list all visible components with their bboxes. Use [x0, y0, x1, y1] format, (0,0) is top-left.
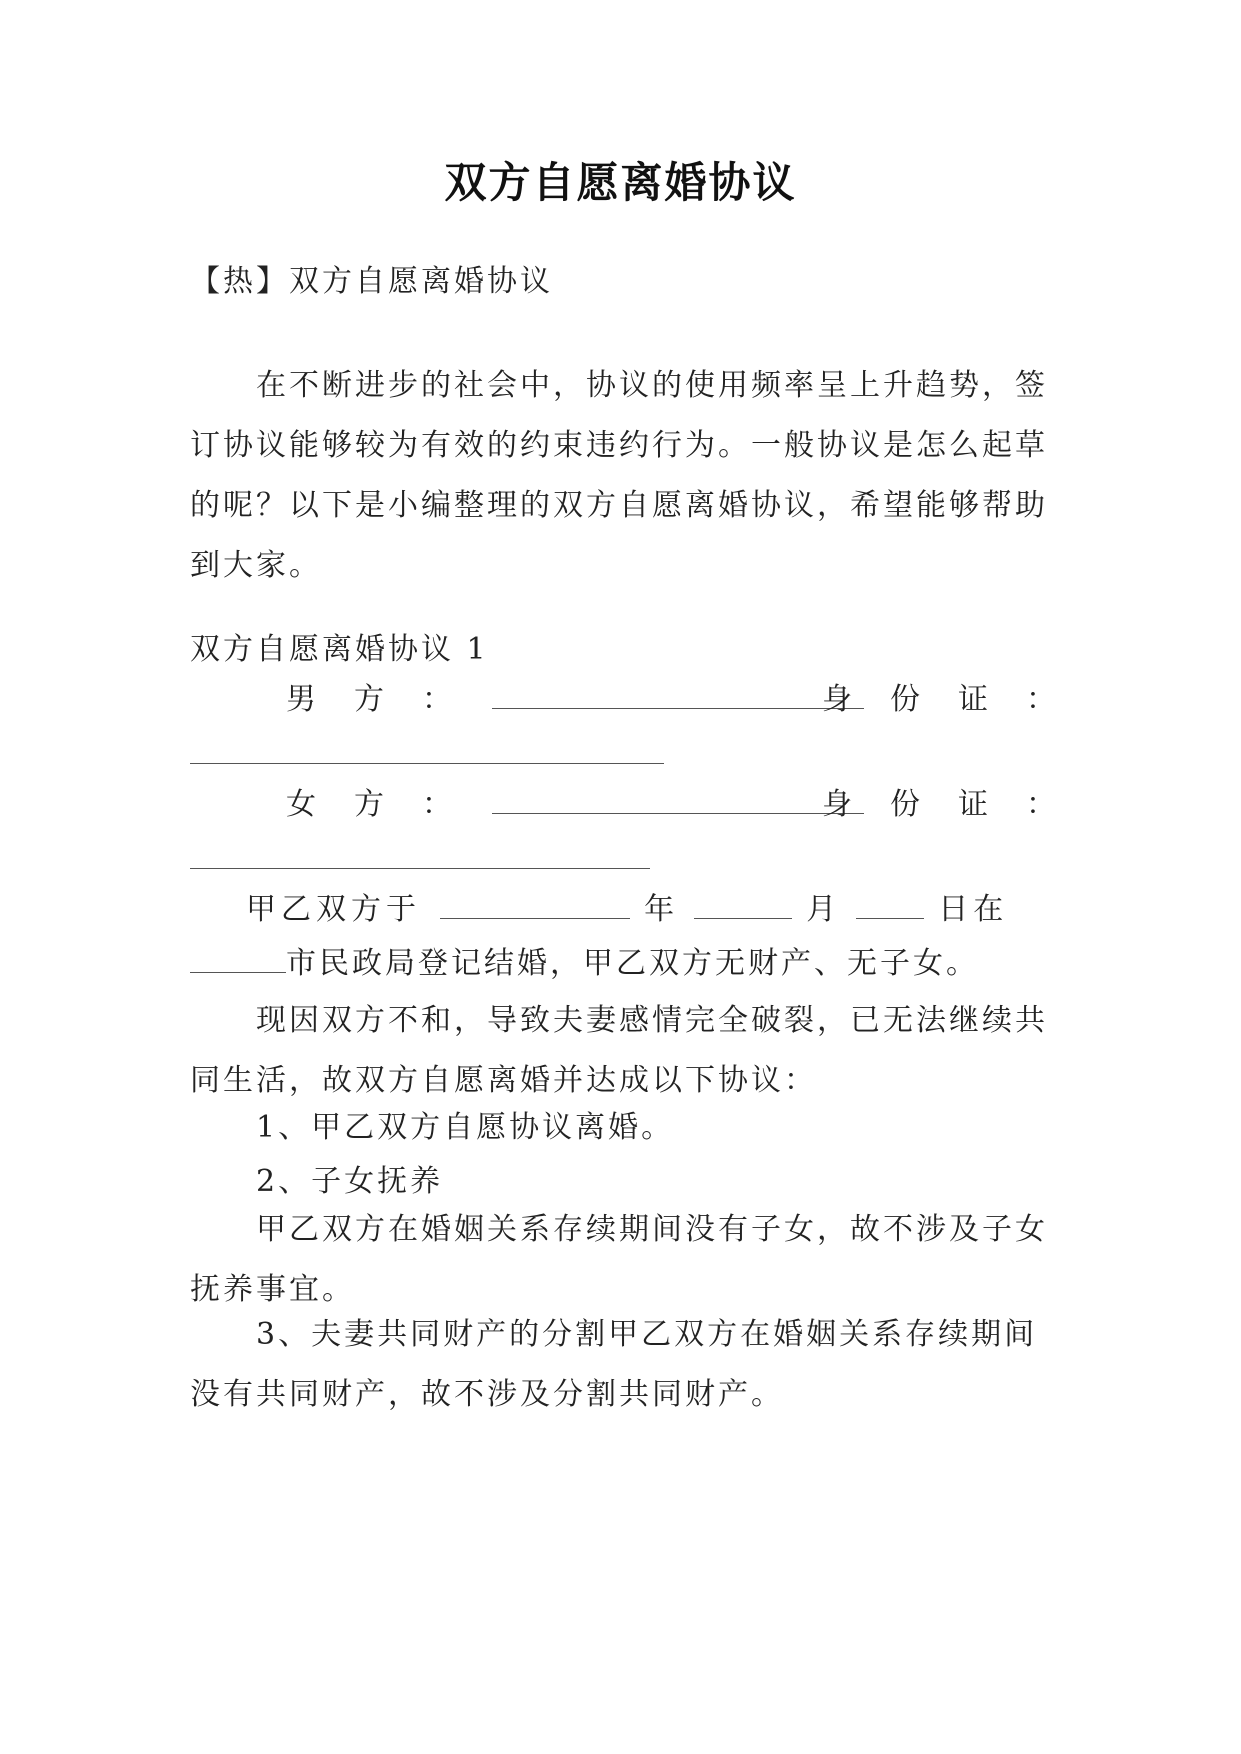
female-id-blank: [190, 868, 650, 869]
clause-2-title: 2、子女抚养: [256, 1164, 444, 1199]
clause-3: 3、夫妻共同财产的分割甲乙双方在婚姻关系存续期间没有共同财产，故不涉及分割共同财产。: [190, 1317, 1038, 1412]
subheading: 【热】双方自愿离婚协议: [190, 264, 553, 299]
clause-1: 1、甲乙双方自愿协议离婚。: [256, 1110, 675, 1145]
female-party-row: [190, 785, 1060, 825]
month-label: 月: [806, 892, 842, 927]
male-party-row: [190, 680, 1060, 720]
section-title: 双方自愿离婚协议 1: [190, 632, 489, 667]
marriage-date-row: [190, 890, 1060, 930]
female-label: 女 方 ：: [286, 787, 456, 822]
male-id-blank: [190, 763, 664, 764]
clause-2-body: 甲乙双方在婚姻关系存续期间没有子女，故不涉及子女抚养事宜。: [190, 1212, 1048, 1307]
female-name-blank: [492, 787, 864, 814]
month-blank: [694, 892, 792, 919]
reason-paragraph: 现因双方不和，导致夫妻感情完全破裂，已无法继续共同生活，故双方自愿离婚并达成以下协议：: [190, 1003, 1048, 1098]
marriage-prefix: 甲乙双方于: [246, 892, 421, 927]
city-blank: [190, 946, 286, 973]
registration-text: 市民政局登记结婚，甲乙双方无财产、无子女。: [286, 946, 979, 981]
male-name-blank: [492, 682, 864, 709]
male-label: 男 方 ：: [286, 682, 456, 717]
document-title: 双方自愿离婚协议: [444, 158, 797, 207]
year-blank: [440, 892, 630, 919]
registration-row: [190, 944, 1060, 984]
male-id-label: 身 份 证 ：: [822, 682, 1060, 717]
intro-paragraph: 在不断进步的社会中，协议的使用频率呈上升趋势，签订协议能够较为有效的约束违约行为。一般协议是怎么起草的呢？以下是小编整理的双方自愿离婚协议，希望能够帮助到大家。: [190, 368, 1048, 583]
female-id-label: 身 份 证 ：: [822, 787, 1060, 822]
day-blank: [856, 892, 924, 919]
year-label: 年: [644, 892, 680, 927]
day-label: 日在: [938, 892, 1009, 927]
